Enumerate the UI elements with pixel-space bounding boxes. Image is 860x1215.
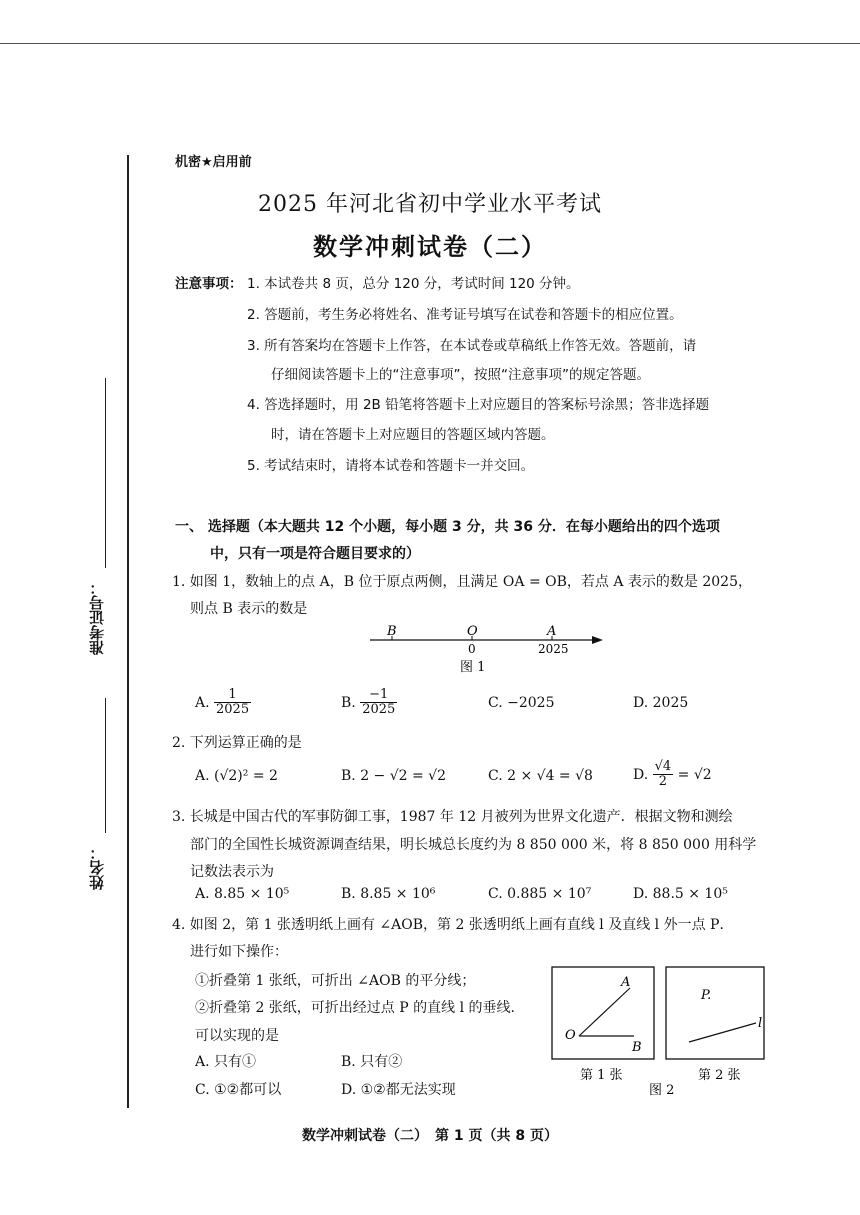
sheet-2-caption: 第 2 张	[698, 1068, 741, 1083]
sheet-2-border	[666, 967, 764, 1059]
tick-label-2025: 2025	[538, 642, 569, 656]
option-letter: B.	[341, 694, 356, 711]
angle-label-a: A	[621, 975, 631, 990]
question-1-stem: 1. 如图 1，数轴上的点 A，B 位于原点两侧，且满足 OA = OB，若点 A 表示的数是 2025，	[172, 574, 752, 590]
q1-option-b	[341, 688, 397, 718]
numerator: −1	[360, 688, 397, 703]
page-top-border	[0, 43, 860, 44]
binding-margin-rule	[127, 155, 129, 1108]
figure-1-caption: 图 1	[460, 660, 486, 675]
name-blank-line	[105, 698, 106, 833]
number-line-figure	[360, 620, 610, 676]
fraction	[653, 760, 674, 790]
question-2-stem: 2. 下列运算正确的是	[172, 735, 302, 751]
question-3-stem-cont: 部门的全国性长城资源调查结果，明长城总长度约为 8 850 000 米，将 8 850 000 用科学	[190, 837, 757, 853]
exam-id-label: 准考证号：	[88, 580, 106, 655]
q3-option-b: B. 8.85 × 10⁶	[341, 886, 436, 902]
question-3-stem-cont: 记数法表示为	[190, 864, 274, 880]
figure-2-transparent-sheets	[548, 964, 770, 1100]
notice-item: 仔细阅读答题卡上的“注意事项”，按照“注意事项”的规定答题。	[271, 367, 650, 383]
point-b-label: B	[387, 624, 397, 639]
numerator: √4	[654, 759, 672, 774]
q4-option-a: A. 只有①	[195, 1054, 257, 1070]
denominator: 2025	[216, 702, 250, 718]
option-letter: D.	[633, 766, 649, 783]
notice-item: 5. 考试结束时，请将本试卷和答题卡一并交回。	[247, 458, 535, 474]
q2-option-a: A. (√2)² = 2	[195, 768, 278, 784]
notice-item: 4. 答选择题时，用 2B 铅笔将答题卡上对应题目的答案标号涂黑；答非选择题	[247, 397, 710, 413]
q3-option-d: D. 88.5 × 10⁵	[633, 886, 728, 902]
line-l-label: l	[758, 1016, 763, 1031]
q4-option-c: C. ①②都可以	[195, 1082, 282, 1098]
angle-label-b: B	[632, 1040, 642, 1055]
angle-label-o: O	[565, 1028, 576, 1043]
section-heading: 一、 选择题（本大题共 12 个小题，每小题 3 分，共 36 分．在每小题给出的四个选项	[175, 519, 720, 535]
denominator: 2025	[362, 702, 396, 718]
q2-option-b: B. 2 − √2 = √2	[341, 768, 447, 784]
question-4-step-1: ①折叠第 1 张纸，可折出 ∠AOB 的平分线；	[195, 973, 476, 989]
option-letter: A.	[195, 694, 210, 711]
question-1-stem-cont: 则点 B 表示的数是	[190, 601, 308, 617]
sheet-1-caption: 第 1 张	[580, 1068, 623, 1083]
q1-option-d: D. 2025	[633, 695, 689, 711]
point-o-label: O	[467, 624, 478, 639]
page-footer: 数学冲刺试卷（二） 第 1 页（共 8 页）	[302, 1128, 558, 1144]
exam-id-blank-line	[105, 378, 106, 568]
q2-option-d	[633, 760, 712, 790]
name-label: 姓名：	[88, 845, 106, 890]
section-heading-cont: 中，只有一项是符合题目要求的）	[210, 546, 420, 562]
question-4-stem: 4. 如图 2，第 1 张透明纸上画有 ∠AOB，第 2 张透明纸上画有直线 l 及直线 l 外一点 P．	[172, 917, 734, 933]
notice-item: 3. 所有答案均在答题卡上作答，在本试卷或草稿纸上作答无效。答题前，请	[247, 338, 697, 354]
fraction	[214, 688, 251, 718]
point-p-label: P.	[701, 988, 712, 1003]
denominator: 2	[658, 774, 668, 790]
q1-option-c: C. −2025	[488, 695, 555, 711]
fraction	[360, 688, 397, 718]
confidential-label: 机密★启用前	[175, 155, 252, 170]
ray-oa	[579, 988, 630, 1036]
question-4-stem-cont: 可以实现的是	[195, 1028, 279, 1044]
numerator: 1	[214, 688, 251, 703]
exam-title: 2025 年河北省初中学业水平考试	[258, 192, 602, 217]
q4-option-d: D. ①②都无法实现	[341, 1082, 456, 1098]
point-a-label: A	[547, 624, 557, 639]
option-rest: = √2	[677, 766, 712, 783]
q3-option-c: C. 0.885 × 10⁷	[488, 886, 592, 902]
line-l	[689, 1023, 756, 1042]
question-4-step-2: ②折叠第 2 张纸，可折出经过点 P 的直线 l 的垂线．	[195, 1000, 525, 1016]
q1-option-a	[195, 688, 251, 718]
tick-label-0: 0	[468, 642, 476, 656]
notice-heading: 注意事项：	[175, 276, 243, 292]
notice-item: 1. 本试卷共 8 页，总分 120 分，考试时间 120 分钟。	[247, 276, 580, 292]
q2-option-c: C. 2 × √4 = √8	[488, 768, 593, 784]
notice-item: 2. 答题前，考生务必将姓名、准考证号填写在试卷和答题卡的相应位置。	[247, 307, 683, 323]
question-4-stem-cont: 进行如下操作：	[190, 944, 288, 960]
number-line-arrow	[592, 636, 603, 644]
question-3-stem: 3. 长城是中国古代的军事防御工事，1987 年 12 月被列为世界文化遗产．根据文物和测绘	[172, 809, 733, 825]
figure-2-caption: 图 2	[649, 1083, 675, 1098]
q4-option-b: B. 只有②	[341, 1054, 403, 1070]
q3-option-a: A. 8.85 × 10⁵	[195, 886, 290, 902]
paper-title: 数学冲刺试卷（二）	[313, 233, 547, 261]
notice-item: 时，请在答题卡上对应题目的答题区域内答题。	[271, 427, 555, 443]
